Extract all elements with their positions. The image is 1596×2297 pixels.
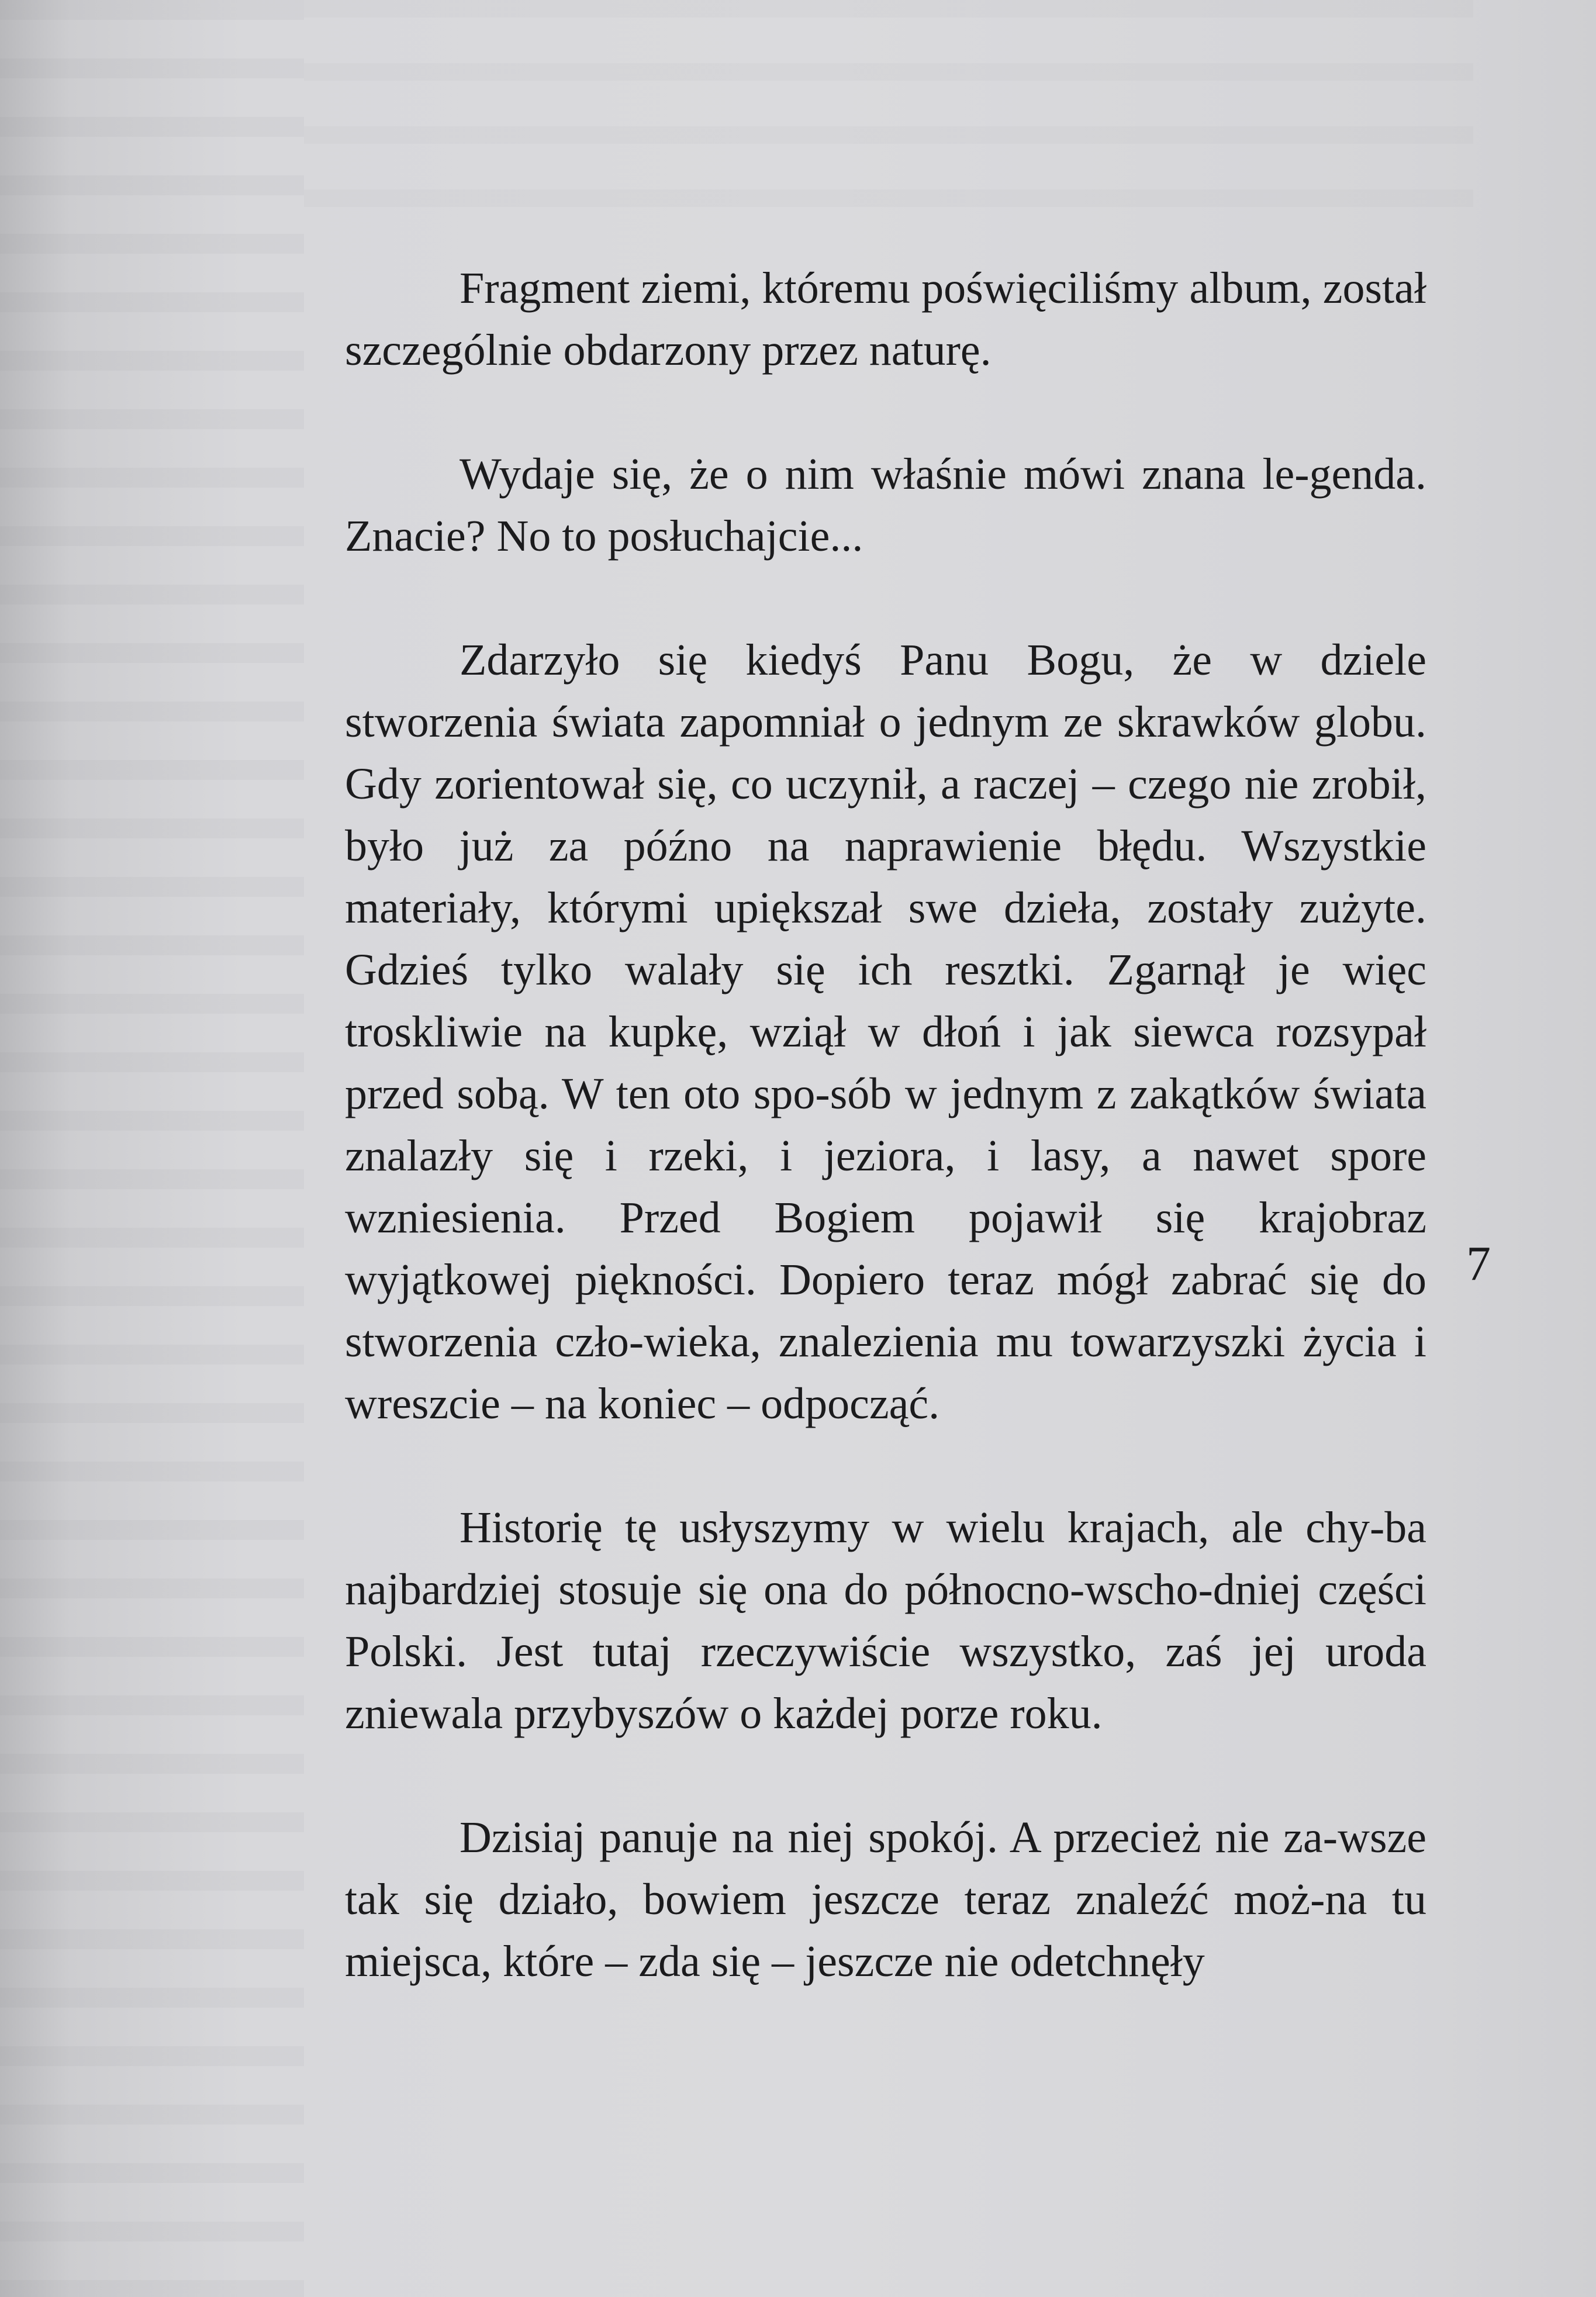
- text-line: Historię tę usłyszymy w wielu krajach, ale chy-: [460, 1503, 1385, 1552]
- text-line: zaś jej uroda zniewala przybyszów o każdej porze: [345, 1627, 1427, 1738]
- reverse-side-bleed-through: [304, 0, 1473, 251]
- text-line: Dopiero teraz mógł zabrać się do stworzenia czło-: [345, 1255, 1426, 1366]
- paragraph-5: [345, 1806, 1426, 1992]
- text-line: został szczególnie obdarzony przez naturę.: [345, 264, 1426, 375]
- text-line: dniej części Polski. Jest tutaj rzeczywiście wszystko,: [345, 1565, 1426, 1676]
- text-line: błędu. Wszystkie materiały, którymi upiększał swe: [345, 821, 1427, 932]
- paragraph-2: [345, 443, 1426, 567]
- paragraph-3: [345, 629, 1426, 1435]
- text-line: czego nie zrobił, było już za późno na naprawienie: [345, 759, 1427, 871]
- facing-page-bleed-through: [0, 0, 304, 2297]
- text-line: Bogiem pojawił się krajobraz wyjątkowej piękności.: [345, 1193, 1426, 1304]
- text-line: Dzisiaj panuje na niej spokój. A przecież nie za-: [460, 1813, 1338, 1862]
- paragraph-4: [345, 1497, 1426, 1745]
- page-number: 7: [1466, 1236, 1491, 1291]
- text-line: dzieła, zostały zużyte. Gdzieś tylko walały się ich: [345, 883, 1426, 994]
- text-line: genda. Znacie? No to posłuchajcie...: [345, 450, 1426, 561]
- text-line: wsze tak się działo, bowiem jeszcze teraz znaleźć moż-: [345, 1813, 1426, 1924]
- body-text: [345, 257, 1426, 2054]
- text-line: Fragment ziemi, któremu poświęciliśmy album,: [460, 264, 1312, 313]
- text-line: Zdarzyło się kiedyś Panu Bogu, że w dziele: [460, 635, 1426, 685]
- text-line: resztki. Zgarnął je więc troskliwie na kupkę, wziął w: [345, 945, 1426, 1056]
- text-line: – na koniec – odpocząć.: [511, 1379, 940, 1428]
- text-line: roku.: [1010, 1689, 1103, 1738]
- text-line: i jeziora, i lasy, a nawet spore wzniesienia. Przed: [345, 1131, 1427, 1242]
- text-line: sób w jednym z zakątków świata znalazły się i rzeki,: [345, 1069, 1426, 1180]
- text-line: globu. Gdy zorientował się, co uczynił, a raczej –: [345, 697, 1426, 809]
- text-line: wieka, znalezienia mu towarzyszki życia i wreszcie: [345, 1317, 1426, 1428]
- text-line: ba najbardziej stosuje się ona do północno-wscho-: [345, 1503, 1426, 1614]
- text-line: dłoń i jak siewca rozsypał przed sobą. W ten oto spo-: [345, 1007, 1426, 1118]
- text-line: Wydaje się, że o nim właśnie mówi znana le-: [460, 450, 1310, 499]
- paragraph-1: [345, 257, 1426, 381]
- text-line: stworzenia świata zapomniał o jednym ze skrawków: [345, 697, 1300, 747]
- text-line: na tu miejsca, które – zda się – jeszcze nie odetchnęły: [345, 1875, 1426, 1986]
